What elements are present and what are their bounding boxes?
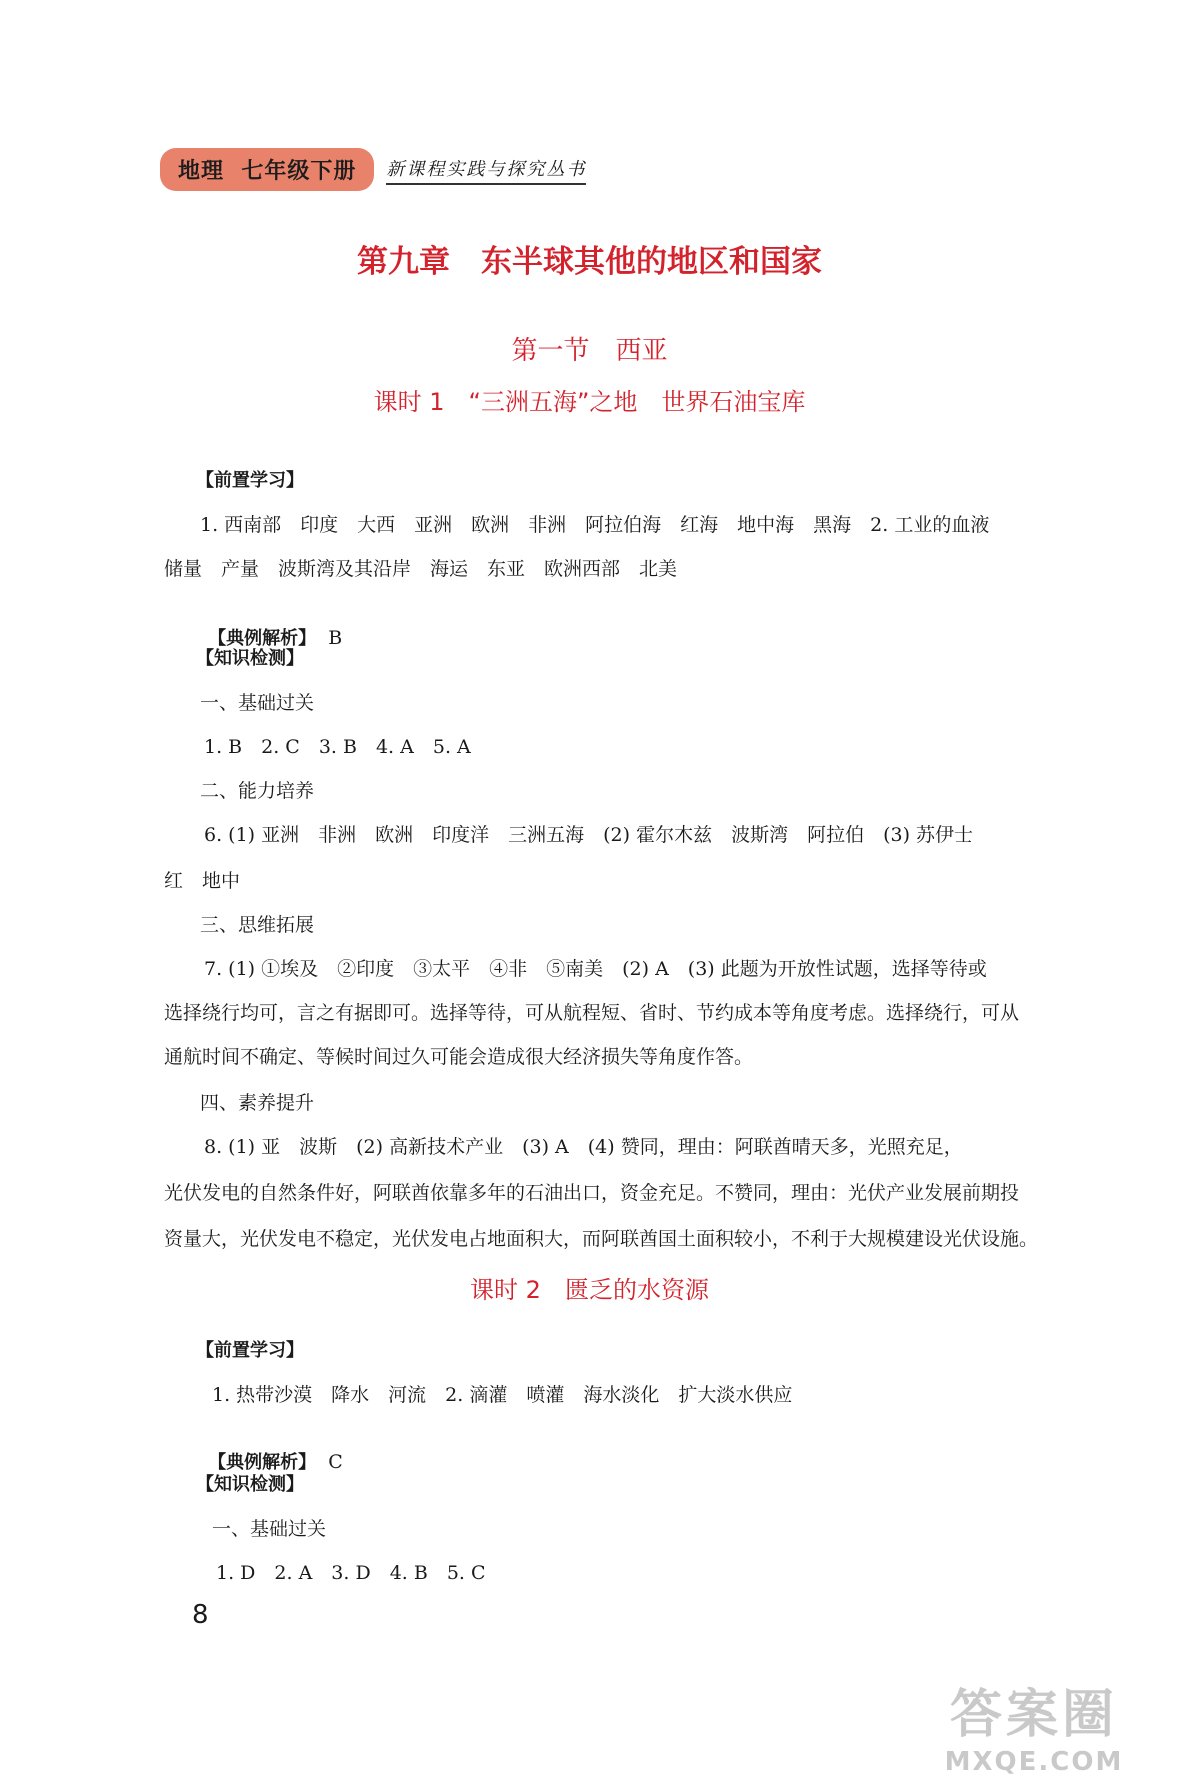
watermark-main: 答案圈 — [949, 1685, 1118, 1745]
lesson1-part1-heading: 一、基础过关 — [200, 692, 315, 714]
lesson1-preview-line1: 1. 西南部 印度 大西 亚洲 欧洲 非洲 阿拉伯海 红海 地中海 黑海 2. 工业的血液 — [200, 514, 990, 536]
section-title: 第一节 西亚 — [511, 336, 668, 366]
lesson1-example-answer: B — [328, 626, 343, 649]
lesson1-q7-line2: 选择绕行均可，言之有据即可。选择等待，可从航程短、省时、节约成本等角度考虑。选择绕行，可从 — [164, 1002, 1020, 1024]
lesson1-example-label: 【典例解析】 — [208, 627, 317, 649]
lesson1-q6-line1: 6. (1) 亚洲 非洲 欧洲 印度洋 三洲五海 (2) 霍尔木兹 波斯湾 阿拉伯 (3) 苏伊士 — [204, 824, 974, 846]
lesson1-part1-answers: 1. B 2. C 3. B 4. A 5. A — [204, 736, 471, 758]
lesson1-part4-heading: 四、素养提升 — [200, 1092, 315, 1114]
lesson2-part1-heading: 一、基础过关 — [212, 1518, 327, 1540]
header-bar — [160, 148, 586, 191]
lesson1-part3-heading: 三、思维拓展 — [200, 914, 315, 936]
lesson1-check-label: 【知识检测】 — [196, 648, 304, 669]
lesson1-preview-label: 【前置学习】 — [196, 470, 304, 491]
lesson1-q8-line1: 8. (1) 亚 波斯 (2) 高新技术产业 (3) A (4) 赞同，理由：阿联酋晴天多，光照充足， — [204, 1136, 963, 1158]
lesson2-preview-label: 【前置学习】 — [196, 1340, 304, 1361]
lesson2-title: 课时 2 匮乏的水资源 — [470, 1276, 709, 1304]
lesson2-part1-answers: 1. D 2. A 3. D 4. B 5. C — [216, 1562, 486, 1584]
lesson1-title: 课时 1 “三洲五海”之地 世界石油宝库 — [373, 388, 806, 416]
lesson1-example-row — [196, 604, 342, 650]
subject-grade-badge — [160, 148, 374, 191]
watermark-sub: MXQE.COM — [944, 1747, 1124, 1777]
lesson2-check-label: 【知识检测】 — [196, 1474, 304, 1495]
lesson2-preview-line1: 1. 热带沙漠 降水 河流 2. 滴灌 喷灌 海水淡化 扩大淡水供应 — [212, 1384, 793, 1406]
lesson1-preview-line2: 储量 产量 波斯湾及其沿岸 海运 东亚 欧洲西部 北美 — [164, 558, 678, 580]
lesson1-q6-line2: 红 地中 — [164, 870, 241, 892]
grade-label: 七年级下册 — [241, 159, 357, 184]
page-number: 8 — [192, 1600, 209, 1630]
series-title: 新课程实践与探究丛书 — [386, 155, 586, 185]
lesson1-q7-line3: 通航时间不确定、等候时间过久可能会造成很大经济损失等角度作答。 — [164, 1046, 754, 1068]
lesson1-q8-line2: 光伏发电的自然条件好，阿联酋依靠多年的石油出口，资金充足。不赞同，理由：光伏产业发展前期投 — [164, 1182, 1020, 1204]
lesson2-example-label: 【典例解析】 — [208, 1451, 317, 1473]
subject-label: 地理 — [178, 159, 225, 184]
lesson2-example-row — [196, 1428, 343, 1474]
lesson2-example-answer: C — [328, 1450, 343, 1473]
lesson1-part2-heading: 二、能力培养 — [200, 780, 315, 802]
lesson1-q7-line1: 7. (1) ①埃及 ②印度 ③太平 ④非 ⑤南美 (2) A (3) 此题为开放性试题，选择等待或 — [204, 958, 987, 980]
watermark — [929, 1672, 1139, 1782]
chapter-title: 第九章 东半球其他的地区和国家 — [357, 244, 822, 280]
lesson1-q8-line3: 资量大，光伏发电不稳定，光伏发电占地面积大，而阿联酋国土面积较小，不利于大规模建设光伏设施。 — [164, 1228, 1039, 1250]
